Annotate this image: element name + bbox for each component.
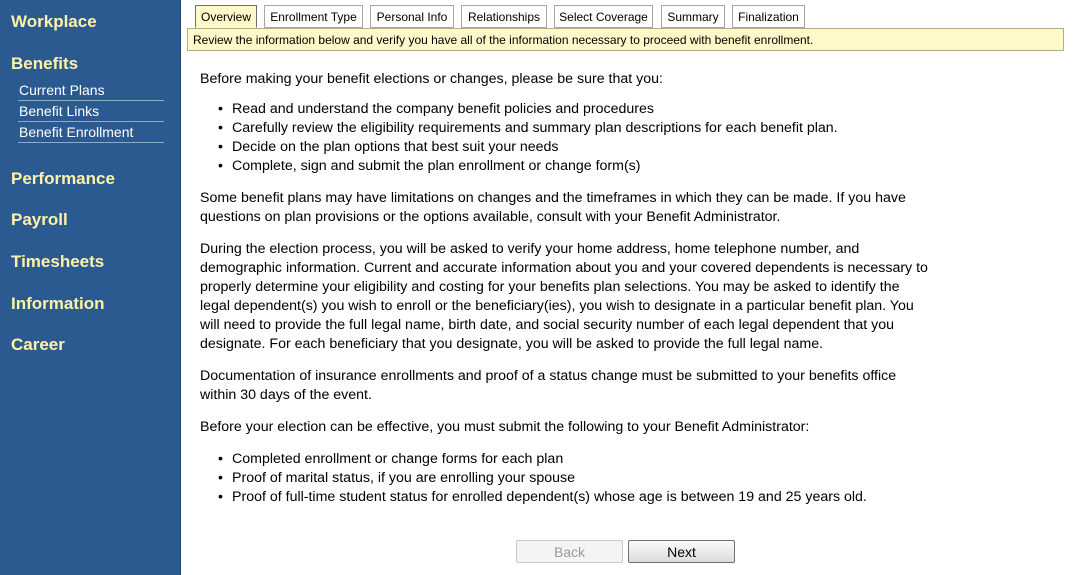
- election-paragraph: During the election process, you will be asked to verify your home address, home telephone number, and demographic information. Current and accurate information about you and your covered dependents is necessary to properly determine your eligibility and costing for your benefits plan selections. You may be asked to identify the legal dependent(s) you wish to enroll or the beneficiary(ies), you wish to designate in a particular benefit plan. You will need to provide the full legal name, birth date, and social security number of each legal dependent that you designate. For each beneficiary that you designate, you will be asked to provide the full legal name.: [200, 241, 928, 352]
- tab-summary[interactable]: Summary: [661, 5, 725, 28]
- sidebar-nav: [0, 0, 181, 575]
- list-item: • Decide on the plan options that best suit your needs: [232, 138, 930, 157]
- nav-benefit-enrollment[interactable]: Benefit Enrollment: [18, 122, 164, 143]
- nav-payroll[interactable]: Payroll: [11, 210, 68, 229]
- overview-content: [200, 70, 930, 507]
- list-item: • Proof of marital status, if you are enrolling your spouse: [232, 469, 930, 488]
- tab-personal-info[interactable]: Personal Info: [370, 5, 454, 28]
- tab-overview[interactable]: Overview: [195, 5, 257, 28]
- checklist: [200, 100, 930, 176]
- nav-career[interactable]: Career: [11, 335, 65, 354]
- list-item: • Completed enrollment or change forms for each plan: [232, 450, 930, 469]
- intro-text: Before making your benefit elections or changes, please be sure that you:: [200, 71, 663, 87]
- list-item: • Proof of full-time student status for enrolled dependent(s) whose age is between 19 and 25 years old.: [232, 488, 930, 507]
- nav-current-plans[interactable]: Current Plans: [18, 80, 164, 101]
- limitations-paragraph: Some benefit plans may have limitations on changes and the timeframes in which they can be made. If you have questions on plan provisions or the options available, consult with your Benefit Administrator.: [200, 190, 906, 225]
- submit-list: [200, 450, 930, 507]
- tab-enrollment-type[interactable]: Enrollment Type: [264, 5, 363, 28]
- documentation-paragraph: Documentation of insurance enrollments and proof of a status change must be submitted to your benefits office within 30 days of the event.: [200, 368, 897, 403]
- benefits-submenu: [0, 80, 164, 143]
- tab-select-coverage[interactable]: Select Coverage: [554, 5, 653, 28]
- list-item: • Read and understand the company benefit policies and procedures: [232, 100, 930, 119]
- tab-finalization[interactable]: Finalization: [732, 5, 805, 28]
- back-button[interactable]: Back: [516, 540, 623, 563]
- nav-information[interactable]: Information: [11, 294, 105, 313]
- instruction-bar: Review the information below and verify you have all of the information necessary to proceed with benefit enrollment.: [187, 28, 1064, 51]
- list-item: • Carefully review the eligibility requirements and summary plan descriptions for each benefit plan.: [232, 119, 930, 138]
- nav-benefits[interactable]: Benefits: [11, 54, 79, 73]
- list-item: • Complete, sign and submit the plan enrollment or change form(s): [232, 157, 930, 176]
- nav-workplace[interactable]: Workplace: [11, 12, 97, 31]
- submit-paragraph: Before your election can be effective, you must submit the following to your Benefit Administrator:: [200, 419, 810, 435]
- nav-timesheets[interactable]: Timesheets: [11, 252, 105, 271]
- nav-performance[interactable]: Performance: [11, 169, 115, 188]
- next-button[interactable]: Next: [628, 540, 735, 563]
- tab-relationships[interactable]: Relationships: [461, 5, 547, 28]
- nav-benefit-links[interactable]: Benefit Links: [18, 101, 164, 122]
